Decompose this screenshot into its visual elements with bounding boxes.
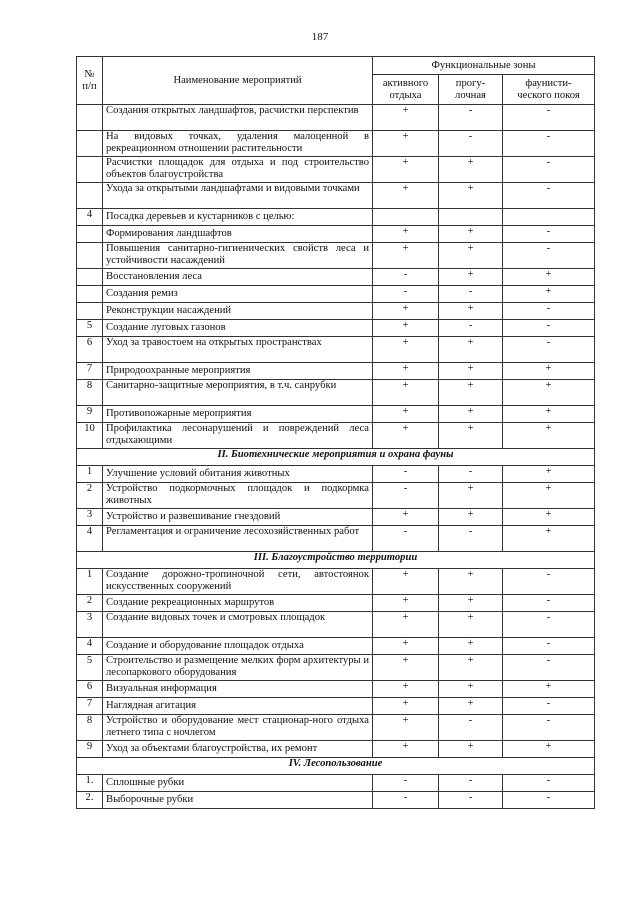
mark-fauna-zone [503, 209, 595, 226]
row-number: 10 [77, 423, 103, 449]
row-number: 2 [77, 595, 103, 612]
mark-walking-zone: + [439, 183, 503, 209]
row-number: 2 [77, 483, 103, 509]
mark-active-zone: + [373, 303, 439, 320]
mark-active-zone: + [373, 406, 439, 423]
measure-name: Устройство и оборудование мест стационар-ного отдыха летнего типа с ночлегом [103, 715, 373, 741]
mark-walking-zone: + [439, 303, 503, 320]
row-number: 2. [77, 792, 103, 809]
mark-walking-zone: - [439, 775, 503, 792]
mark-walking-zone: + [439, 380, 503, 406]
mark-fauna-zone: + [503, 509, 595, 526]
measure-name: Наглядная агитация [103, 698, 373, 715]
header-zone-walking: прогу- лочная [439, 75, 503, 105]
section-header-row [77, 758, 595, 775]
mark-walking-zone: + [439, 269, 503, 286]
mark-fauna-zone: - [503, 715, 595, 741]
mark-walking-zone: - [439, 105, 503, 131]
mark-active-zone: + [373, 337, 439, 363]
table-row [77, 303, 595, 320]
measure-name: Реконструкции насаждений [103, 303, 373, 320]
mark-fauna-zone: + [503, 526, 595, 552]
mark-fauna-zone: + [503, 269, 595, 286]
mark-active-zone: + [373, 157, 439, 183]
measure-name: Формирования ландшафтов [103, 226, 373, 243]
table-row [77, 655, 595, 681]
mark-walking-zone: + [439, 638, 503, 655]
mark-walking-zone: + [439, 406, 503, 423]
row-number [77, 183, 103, 209]
mark-fauna-zone: + [503, 406, 595, 423]
mark-active-zone: + [373, 243, 439, 269]
table-row [77, 157, 595, 183]
header-zone-active: активного отдыха [373, 75, 439, 105]
mark-fauna-zone: + [503, 380, 595, 406]
measure-name: Профилактика лесонарушений и повреждений леса отдыхающими [103, 423, 373, 449]
table-row [77, 466, 595, 483]
row-number: 4 [77, 638, 103, 655]
mark-fauna-zone: - [503, 595, 595, 612]
measure-name: Создания открытых ландшафтов, расчистки перспектив [103, 105, 373, 131]
table-row [77, 105, 595, 131]
row-number: 7 [77, 363, 103, 380]
table-row [77, 775, 595, 792]
table-row [77, 337, 595, 363]
section-title: III. Благоустройство территории [77, 552, 595, 569]
mark-fauna-zone: + [503, 681, 595, 698]
measure-name: Повышения санитарно-гигиенических свойств леса и устойчивости насаждений [103, 243, 373, 269]
mark-active-zone: - [373, 483, 439, 509]
table-row [77, 698, 595, 715]
row-number: 6 [77, 337, 103, 363]
table-row [77, 183, 595, 209]
measure-name: Природоохранные мероприятия [103, 363, 373, 380]
mark-fauna-zone: - [503, 638, 595, 655]
table-row [77, 792, 595, 809]
mark-active-zone: + [373, 655, 439, 681]
row-number [77, 226, 103, 243]
row-number [77, 131, 103, 157]
mark-walking-zone: + [439, 741, 503, 758]
mark-fauna-zone: - [503, 105, 595, 131]
table-row [77, 380, 595, 406]
mark-walking-zone: + [439, 337, 503, 363]
row-number: 3 [77, 509, 103, 526]
mark-active-zone: + [373, 741, 439, 758]
table-row [77, 243, 595, 269]
mark-fauna-zone: - [503, 612, 595, 638]
mark-active-zone: + [373, 363, 439, 380]
mark-walking-zone: + [439, 698, 503, 715]
row-number: 6 [77, 681, 103, 698]
section-title: II. Биотехнические мероприятия и охрана фауны [77, 449, 595, 466]
row-number [77, 105, 103, 131]
table-row [77, 363, 595, 380]
measure-name: На видовых точках, удаления малоценной в рекреационном отношении растительности [103, 131, 373, 157]
measure-name: Создание дорожно-тропиночной сети, автостоянок искусственных сооружений [103, 569, 373, 595]
measure-name: Создание и оборудование площадок отдыха [103, 638, 373, 655]
mark-active-zone: + [373, 380, 439, 406]
mark-active-zone: + [373, 105, 439, 131]
mark-walking-zone: + [439, 655, 503, 681]
row-number [77, 157, 103, 183]
measure-name: Выборочные рубки [103, 792, 373, 809]
mark-active-zone: + [373, 595, 439, 612]
measure-name: Устройство подкормочных площадок и подкормка животных [103, 483, 373, 509]
mark-active-zone: + [373, 509, 439, 526]
mark-active-zone: + [373, 226, 439, 243]
table-row [77, 226, 595, 243]
measure-name: Ухода за открытыми ландшафтами и видовыми точками [103, 183, 373, 209]
mark-active-zone: + [373, 569, 439, 595]
mark-active-zone: - [373, 526, 439, 552]
measure-name: Создания ремиз [103, 286, 373, 303]
mark-walking-zone: - [439, 715, 503, 741]
mark-walking-zone: + [439, 483, 503, 509]
measure-name: Устройство и развешивание гнездовий [103, 509, 373, 526]
header-num: № п/п [77, 57, 103, 105]
measures-table [76, 56, 595, 809]
measure-name: Уход за травостоем на открытых пространствах [103, 337, 373, 363]
mark-walking-zone: + [439, 595, 503, 612]
mark-walking-zone: + [439, 681, 503, 698]
mark-active-zone: - [373, 792, 439, 809]
measure-name: Визуальная информация [103, 681, 373, 698]
table-row [77, 406, 595, 423]
mark-fauna-zone: + [503, 423, 595, 449]
row-number: 4 [77, 209, 103, 226]
measure-name: Сплошные рубки [103, 775, 373, 792]
mark-walking-zone: + [439, 157, 503, 183]
mark-walking-zone: + [439, 226, 503, 243]
mark-walking-zone [439, 209, 503, 226]
header-name: Наименование мероприятий [103, 57, 373, 105]
mark-fauna-zone: - [503, 655, 595, 681]
row-number: 9 [77, 406, 103, 423]
section-header-row [77, 449, 595, 466]
measure-name: Создание видовых точек и смотровых площадок [103, 612, 373, 638]
measure-name: Создание луговых газонов [103, 320, 373, 337]
header-zone-fauna: фаунисти- ческого покоя [503, 75, 595, 105]
mark-fauna-zone: - [503, 337, 595, 363]
row-number: 5 [77, 320, 103, 337]
table-row [77, 423, 595, 449]
table-row [77, 320, 595, 337]
mark-fauna-zone: - [503, 243, 595, 269]
row-number: 4 [77, 526, 103, 552]
table-row [77, 638, 595, 655]
table-row [77, 569, 595, 595]
mark-active-zone: + [373, 612, 439, 638]
mark-fauna-zone: - [503, 226, 595, 243]
mark-walking-zone: - [439, 286, 503, 303]
mark-walking-zone: + [439, 612, 503, 638]
mark-fauna-zone: + [503, 363, 595, 380]
measure-name: Санитарно-защитные мероприятия, в т.ч. санрубки [103, 380, 373, 406]
measure-name: Регламентация и ограничение лесохозяйственных работ [103, 526, 373, 552]
mark-walking-zone: - [439, 466, 503, 483]
row-number: 1 [77, 569, 103, 595]
mark-active-zone: + [373, 638, 439, 655]
table-body [77, 105, 595, 809]
mark-active-zone: - [373, 286, 439, 303]
measure-name: Строительство и размещение мелких форм архитектуры и лесопаркового оборудования [103, 655, 373, 681]
row-number: 9 [77, 741, 103, 758]
mark-fauna-zone: - [503, 698, 595, 715]
mark-active-zone [373, 209, 439, 226]
mark-walking-zone: + [439, 509, 503, 526]
mark-fauna-zone: - [503, 131, 595, 157]
header-zones-title: Функциональные зоны [373, 57, 595, 75]
row-number: 1 [77, 466, 103, 483]
table-row [77, 269, 595, 286]
row-number: 3 [77, 612, 103, 638]
table-row [77, 715, 595, 741]
mark-fauna-zone: - [503, 320, 595, 337]
row-number: 1. [77, 775, 103, 792]
mark-fauna-zone: + [503, 466, 595, 483]
page-number: 187 [311, 31, 329, 43]
mark-walking-zone: + [439, 363, 503, 380]
mark-fauna-zone: - [503, 569, 595, 595]
row-number: 8 [77, 715, 103, 741]
mark-active-zone: - [373, 775, 439, 792]
table-row [77, 681, 595, 698]
table-row [77, 612, 595, 638]
table-row [77, 741, 595, 758]
mark-active-zone: + [373, 423, 439, 449]
mark-walking-zone: + [439, 423, 503, 449]
mark-fauna-zone: + [503, 741, 595, 758]
mark-fauna-zone: - [503, 303, 595, 320]
mark-fauna-zone: - [503, 157, 595, 183]
section-header-row [77, 552, 595, 569]
mark-active-zone: + [373, 131, 439, 157]
mark-active-zone: + [373, 681, 439, 698]
mark-fauna-zone: + [503, 483, 595, 509]
mark-active-zone: + [373, 320, 439, 337]
table-row [77, 483, 595, 509]
row-number: 7 [77, 698, 103, 715]
row-number [77, 303, 103, 320]
mark-active-zone: - [373, 269, 439, 286]
table-row [77, 286, 595, 303]
mark-active-zone: + [373, 715, 439, 741]
row-number [77, 286, 103, 303]
table-row [77, 209, 595, 226]
measure-name: Уход за объектами благоустройства, их ремонт [103, 741, 373, 758]
measure-name: Создание рекреационных маршрутов [103, 595, 373, 612]
measure-name: Противопожарные мероприятия [103, 406, 373, 423]
mark-active-zone: + [373, 183, 439, 209]
mark-walking-zone: - [439, 792, 503, 809]
mark-walking-zone: - [439, 320, 503, 337]
measure-name: Улучшение условий обитания животных [103, 466, 373, 483]
mark-walking-zone: + [439, 569, 503, 595]
row-number [77, 269, 103, 286]
measure-name: Посадка деревьев и кустарников с целью: [103, 209, 373, 226]
mark-walking-zone: + [439, 243, 503, 269]
row-number: 8 [77, 380, 103, 406]
row-number [77, 243, 103, 269]
table-row [77, 131, 595, 157]
section-title: IV. Лесопользование [77, 758, 595, 775]
mark-active-zone: + [373, 698, 439, 715]
mark-walking-zone: - [439, 131, 503, 157]
mark-fauna-zone: - [503, 775, 595, 792]
measure-name: Восстановления леса [103, 269, 373, 286]
table-row [77, 509, 595, 526]
mark-walking-zone: - [439, 526, 503, 552]
mark-active-zone: - [373, 466, 439, 483]
mark-fauna-zone: - [503, 792, 595, 809]
mark-fauna-zone: + [503, 286, 595, 303]
measure-name: Расчистки площадок для отдыха и под строительство объектов благоустройства [103, 157, 373, 183]
table-row [77, 526, 595, 552]
row-number: 5 [77, 655, 103, 681]
mark-fauna-zone: - [503, 183, 595, 209]
table-row [77, 595, 595, 612]
